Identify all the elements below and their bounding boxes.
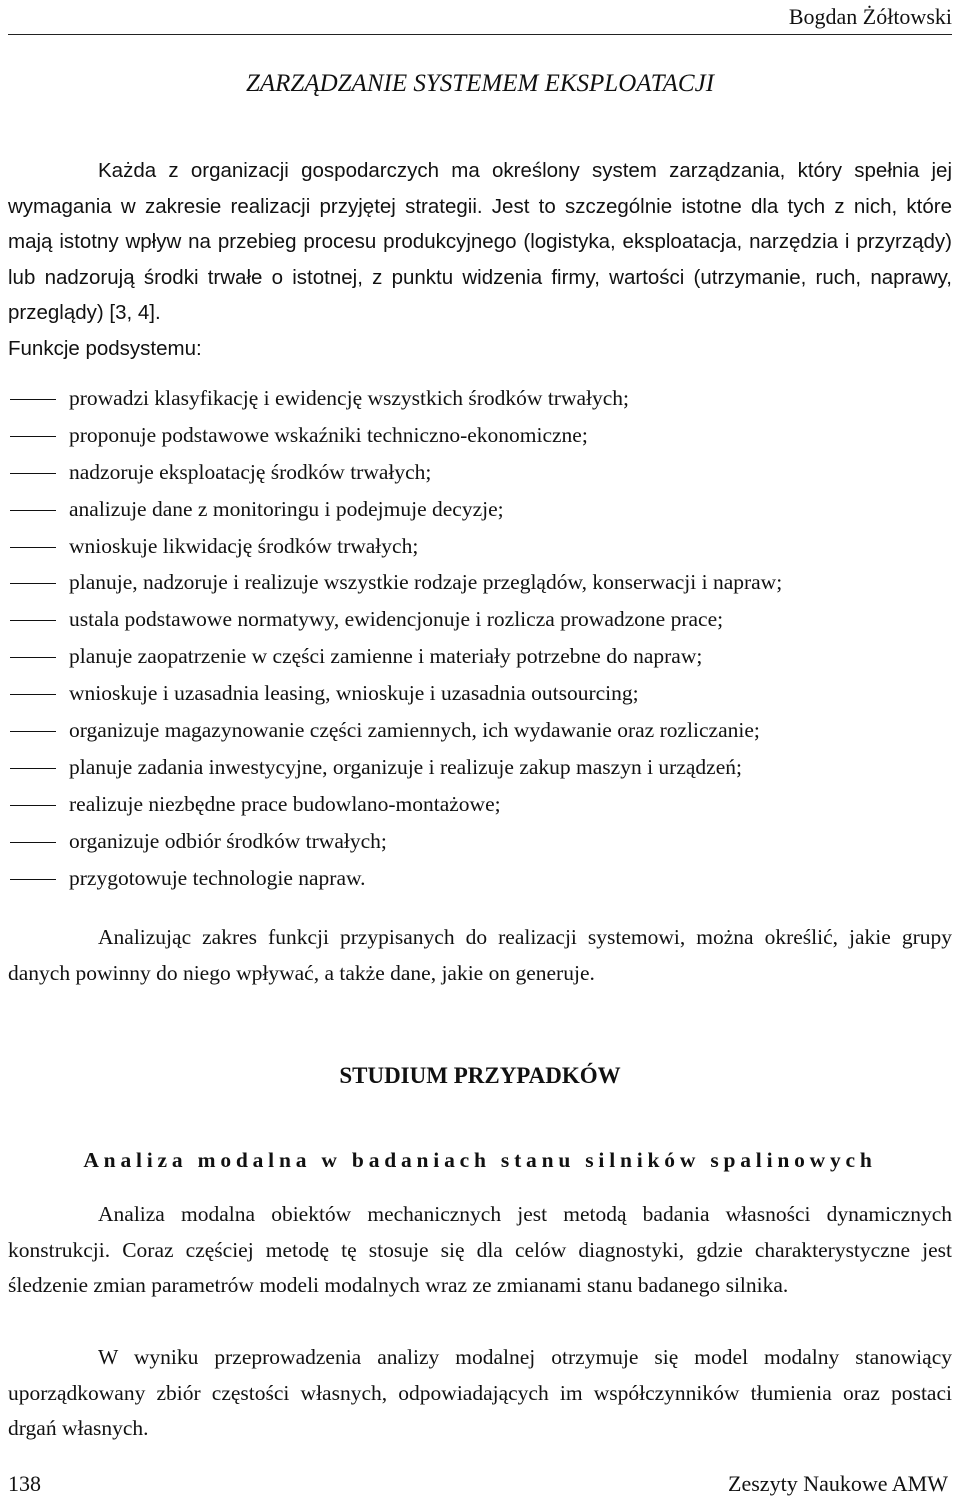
dash-bullet bbox=[10, 805, 56, 806]
list-item-text: przygotowuje technologie napraw. bbox=[69, 865, 366, 890]
dash-bullet bbox=[10, 399, 56, 400]
dash-bullet bbox=[10, 547, 56, 548]
list-item bbox=[8, 786, 952, 823]
dash-bullet bbox=[10, 620, 56, 621]
dash-bullet bbox=[10, 842, 56, 843]
case-study-title: STUDIUM PRZYPADKÓW bbox=[339, 1063, 621, 1088]
modal-analysis-paragraph: Analiza modalna obiektów mechanicznych jest metodą badania własności dynamicznych konstrukcji. Coraz częściej metodę tę stosuje się dla celów diagnostyki, gdzie charakterystyczne jest śledzenie zmian parametrów modeli modalnych wraz ze zmianami stanu badanego silnika. bbox=[8, 1202, 952, 1297]
list-item bbox=[8, 528, 952, 565]
list-item bbox=[8, 417, 952, 454]
page-number: 138 bbox=[8, 1471, 41, 1496]
list-item-text: planuje zadania inwestycyjne, organizuje i realizuje zakup maszyn i urządzeń; bbox=[69, 754, 742, 779]
list-item bbox=[8, 712, 952, 749]
conclusion-paragraph: Analizując zakres funkcji przypisanych do realizacji systemowi, można określić, jakie grupy danych powinny do niego wpływać, a także dane, jakie on generuje. bbox=[8, 925, 952, 985]
list-item bbox=[8, 564, 952, 601]
list-item-text: prowadzi klasyfikację i ewidencję wszystkich środków trwałych; bbox=[69, 386, 630, 410]
functions-label: Funkcje podsystemu: bbox=[8, 337, 202, 360]
header-divider bbox=[8, 34, 952, 35]
functions-list bbox=[8, 380, 952, 896]
list-item bbox=[8, 860, 952, 897]
list-item bbox=[8, 601, 952, 638]
modal-result-paragraph: W wyniku przeprowadzenia analizy modalnej otrzymuje się model modalny stanowiący uporządkowany zbiór częstości własnych, odpowiadających im współczynników tłumienia oraz postaci drgań własnych. bbox=[8, 1345, 952, 1440]
intro-paragraph: Każda z organizacji gospodarczych ma określony system zarządzania, który spełnia jej wymagania w zakresie realizacji przyjętej strategii. Jest to szczególnie istotne dla tych z nich, które mają istotny wpływ na przebieg procesu produkcyjnego (logistyka, eksploatacja, narzędzia i przyrządy) lub nadzorują środki trwałe o istotnej, z punktu widzenia firmy, wartości (utrzymanie, ruch, naprawy, przeglądy) [3, 4]. bbox=[8, 159, 952, 324]
author-name: Bogdan Żółtowski bbox=[788, 4, 952, 29]
subsection-title: Analiza modalna w badaniach stanu silników spalinowych bbox=[83, 1148, 877, 1172]
list-item-text: organizuje odbiór środków trwałych; bbox=[69, 828, 387, 853]
list-item bbox=[8, 454, 952, 491]
dash-bullet bbox=[10, 694, 56, 695]
dash-bullet bbox=[10, 657, 56, 658]
list-item bbox=[8, 491, 952, 528]
dash-bullet bbox=[10, 583, 56, 584]
list-item bbox=[8, 823, 952, 860]
list-item-text: ustala podstawowe normatywy, ewidencjonuje i rozlicza prowadzone prace; bbox=[69, 607, 724, 632]
section-title: ZARZĄDZANIE SYSTEMEM EKSPLOATACJI bbox=[245, 70, 715, 97]
list-item-text: planuje, nadzoruje i realizuje wszystkie rodzaje przeglądów, konserwacji i napraw; bbox=[69, 570, 783, 595]
list-item bbox=[8, 638, 952, 675]
list-item-text: analizuje dane z monitoringu i podejmuje decyzje; bbox=[69, 496, 504, 521]
list-item bbox=[8, 749, 952, 786]
list-item-text: wnioskuje i uzasadnia leasing, wnioskuje i uzasadnia outsourcing; bbox=[69, 681, 639, 706]
list-item-text: organizuje magazynowanie części zamiennych, ich wydawanie oraz rozliczanie; bbox=[69, 718, 760, 743]
dash-bullet bbox=[10, 473, 56, 474]
list-item-text: proponuje podstawowe wskaźniki techniczno-ekonomiczne; bbox=[69, 422, 588, 447]
dash-bullet bbox=[10, 731, 56, 732]
dash-bullet bbox=[10, 510, 56, 511]
dash-bullet bbox=[10, 879, 56, 880]
dash-bullet bbox=[10, 768, 56, 769]
list-item bbox=[8, 675, 952, 712]
dash-bullet bbox=[10, 436, 56, 437]
list-item-text: realizuje niezbędne prace budowlano-montażowe; bbox=[69, 791, 501, 816]
journal-name: Zeszyty Naukowe AMW bbox=[728, 1471, 948, 1496]
list-item-text: wnioskuje likwidację środków trwałych; bbox=[69, 533, 419, 558]
list-item-text: nadzoruje eksploatację środków trwałych; bbox=[69, 459, 432, 484]
list-item-text: planuje zaopatrzenie w części zamienne i materiały potrzebne do napraw; bbox=[69, 644, 703, 669]
list-item bbox=[8, 380, 952, 417]
